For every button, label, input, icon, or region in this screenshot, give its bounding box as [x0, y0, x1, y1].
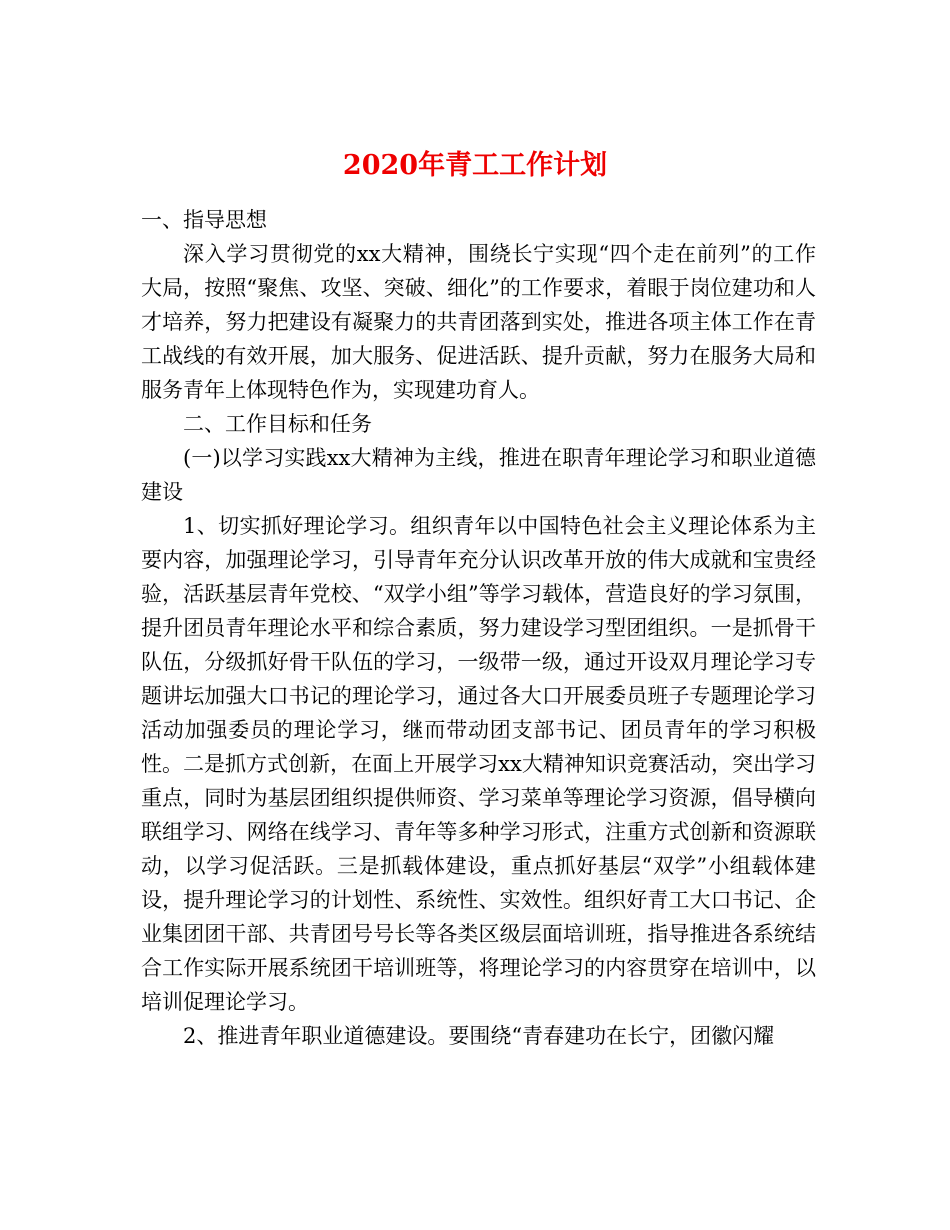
paragraph-theory-study: 1、切实抓好理论学习。组织青年以中国特色社会主义理论体系为主要内容，加强理论学习，引导青年充分认识改革开放的伟大成就和宝贵经验，活跃基层青年党校、“双学小组”等学习载体，营造良好的学习氛围，提升团员青年理论水平和综合素质，努力建设学习型团组织。一是抓骨干队伍，分级抓好骨干队伍的学习，一级带一级，通过开设双月理论学习专题讲坛加强大口书记的理论学习，通过各大口开展委员班子专题理论学习活动加强委员的理论学习，继而带动团支部书记、团员青年的学习积极性。二是抓方式创新，在面上开展学习xx大精神知识竞赛活动，突出学习重点，同时为基层团组织提供师资、学习菜单等理论学习资源，倡导横向联组学习、网络在线学习、青年等多种学习形式，注重方式创新和资源联动，以学习促活跃。三是抓载体建设，重点抓好基层“双学”小组载体建设，提升理论学习的计划性、系统性、实效性。组织好青工大口书记、企业集团团干部、共青团号号长等各类区级层面培训班，指导推进各系统结合工作实际开展系统团干培训班等，将理论学习的内容贯穿在培训中，以培训促理论学习。	[141, 514, 816, 1014]
document-body	[141, 203, 816, 1053]
subsection-heading-one: (一)以学习实践xx大精神为主线，推进在职青年理论学习和职业道德建设	[141, 446, 816, 504]
section-heading-goals-tasks: 二、工作目标和任务	[183, 412, 372, 436]
document-title: 2020年青工工作计划	[342, 150, 608, 182]
section-heading-guiding-ideology: 一、指导思想	[141, 208, 267, 232]
paragraph-professional-ethics: 2、推进青年职业道德建设。要围绕“青春建功在长宁，团徽闪耀	[183, 1024, 775, 1048]
paragraph-guiding-ideology: 深入学习贯彻党的xx大精神，围绕长宁实现“四个走在前列”的工作大局，按照“聚焦、攻坚、突破、细化”的工作要求，着眼于岗位建功和人才培养，努力把建设有凝聚力的共青团落到实处，推进各项主体工作在青工战线的有效开展，加大服务、促进活跃、提升贡献，努力在服务大局和服务青年上体现特色作为，实现建功育人。	[141, 242, 816, 402]
